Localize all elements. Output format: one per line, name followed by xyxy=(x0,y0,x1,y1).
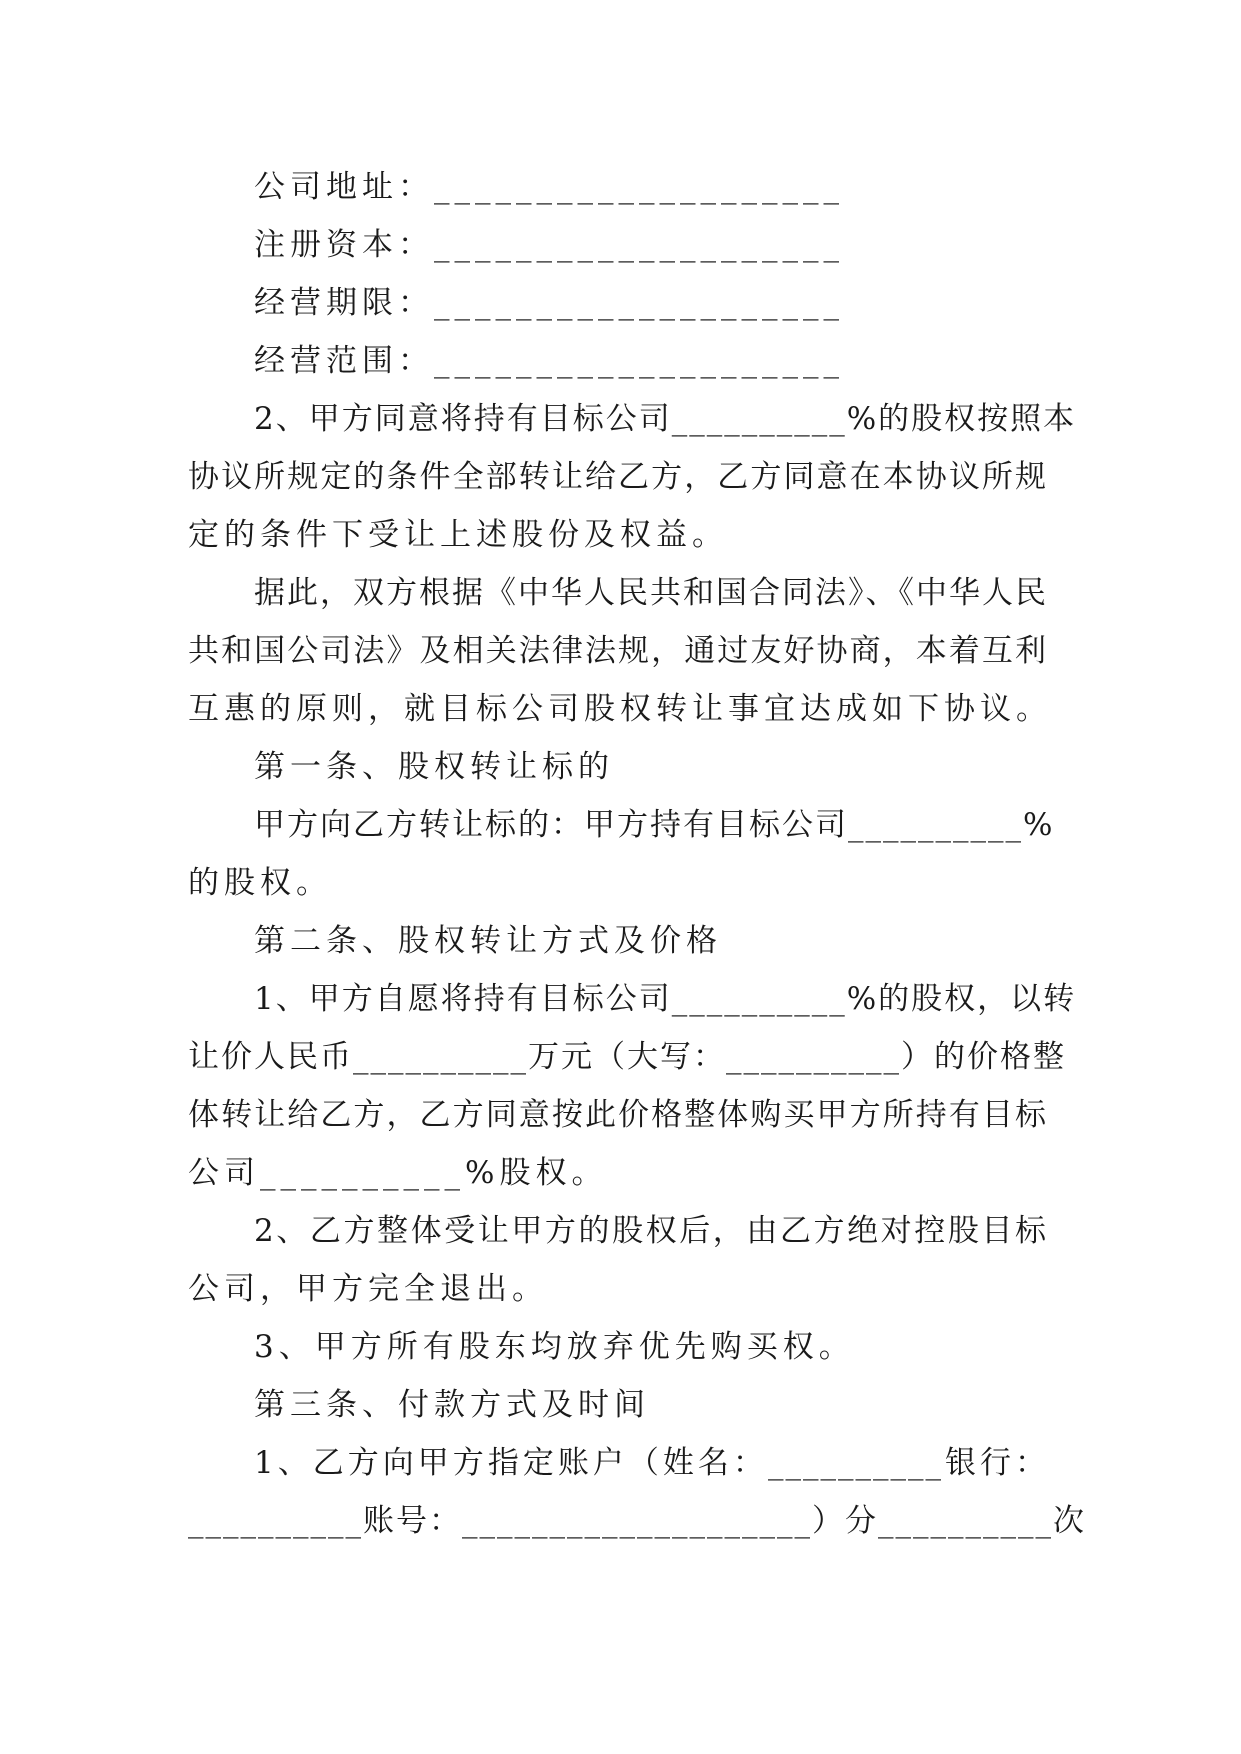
field-business-scope: 经营范围：____________________ xyxy=(254,343,844,379)
paragraph-line: 甲方向乙方转让标的：甲方持有目标公司__________% xyxy=(254,807,1055,843)
paragraph-line: 据此，双方根据《中华人民共和国合同法》、《中华人民 xyxy=(254,575,1048,611)
paragraph-line: 的股权。 xyxy=(188,865,332,901)
paragraph-line: __________账号：____________________）分__________次 xyxy=(188,1503,1086,1539)
paragraph-line: 3、甲方所有股东均放弃优先购买权。 xyxy=(254,1329,855,1365)
field-business-term: 经营期限：____________________ xyxy=(254,285,844,321)
paragraph-line: 体转让给乙方，乙方同意按此价格整体购买甲方所持有目标 xyxy=(188,1097,1048,1133)
paragraph-line: 定的条件下受让上述股份及权益。 xyxy=(188,517,728,553)
paragraph-line: 共和国公司法》及相关法律法规，通过友好协商，本着互利 xyxy=(188,633,1048,669)
paragraph-line: 2、乙方整体受让甲方的股权后，由乙方绝对控股目标 xyxy=(254,1213,1048,1249)
paragraph-line: 让价人民币__________万元（大写：__________）的价格整 xyxy=(188,1039,1066,1075)
section-heading-article-1: 第一条、股权转让标的 xyxy=(254,749,614,785)
paragraph-line: 互惠的原则，就目标公司股权转让事宜达成如下协议。 xyxy=(188,691,1052,727)
section-heading-article-2: 第二条、股权转让方式及价格 xyxy=(254,923,722,959)
paragraph-line: 1、甲方自愿将持有目标公司__________%的股权，以转 xyxy=(254,981,1077,1017)
paragraph-line: 1、乙方向甲方指定账户（姓名：__________银行： xyxy=(254,1445,1048,1481)
document-body xyxy=(188,158,1086,1550)
section-heading-article-3: 第三条、付款方式及时间 xyxy=(254,1387,650,1423)
paragraph-line: 2、甲方同意将持有目标公司__________%的股权按照本 xyxy=(254,401,1077,437)
field-company-address: 公司地址：____________________ xyxy=(254,169,844,205)
field-registered-capital: 注册资本：____________________ xyxy=(254,227,844,263)
paragraph-line: 协议所规定的条件全部转让给乙方，乙方同意在本协议所规 xyxy=(188,459,1048,495)
paragraph-line: 公司__________%股权。 xyxy=(188,1155,608,1191)
paragraph-line: 公司，甲方完全退出。 xyxy=(188,1271,548,1307)
